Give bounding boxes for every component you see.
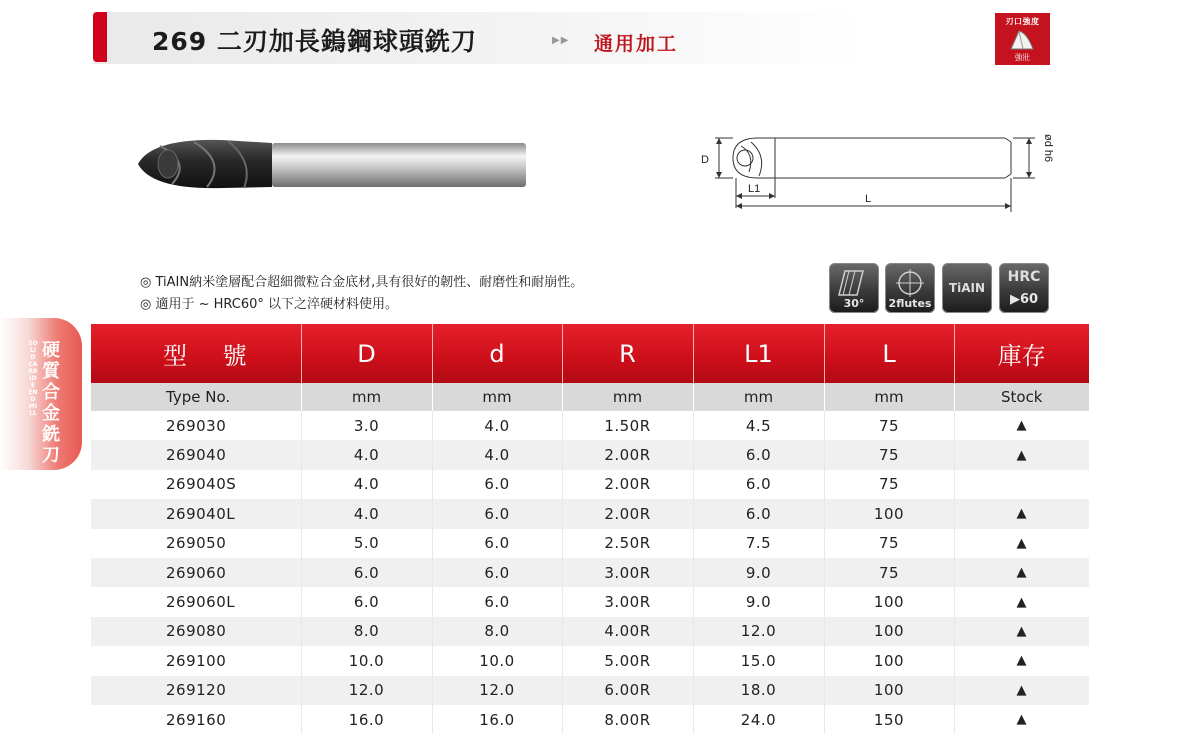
cell-R: 2.00R — [562, 499, 693, 528]
subheader-type: Type No. — [91, 383, 301, 411]
cell-d: 6.0 — [432, 558, 562, 587]
table-row — [91, 529, 1089, 558]
table-row — [91, 617, 1089, 646]
subheader-L1: mm — [693, 383, 824, 411]
drawing-label-shank: ød h6 — [1042, 134, 1054, 163]
helix-angle-icon — [829, 263, 879, 313]
cell-stock: ▲ — [954, 617, 1089, 646]
cell-D: 8.0 — [301, 617, 432, 646]
cell-R: 4.00R — [562, 617, 693, 646]
cell-R: 2.50R — [562, 529, 693, 558]
tool-photo — [132, 132, 532, 198]
cell-type: 269060 — [91, 558, 301, 587]
cell-type: 269080 — [91, 617, 301, 646]
category-side-tab — [0, 318, 82, 470]
cell-L: 75 — [824, 470, 954, 499]
cell-stock: ▲ — [1016, 594, 1027, 610]
strength-bottom-label: 強壯 — [1014, 53, 1031, 62]
cell-L: 150 — [824, 705, 954, 734]
cell-L1: 7.5 — [693, 529, 824, 558]
cell-D: 6.0 — [301, 558, 432, 587]
cell-type: 269040S — [91, 470, 301, 499]
hardness-top: HRC — [1007, 269, 1041, 285]
header-stock: 庫存 — [954, 324, 1089, 383]
table-row — [91, 646, 1089, 675]
table-row — [91, 499, 1089, 528]
cell-L1: 24.0 — [693, 705, 824, 734]
cell-D: 5.0 — [301, 529, 432, 558]
cell-L1: 9.0 — [693, 587, 824, 616]
cell-D: 4.0 — [301, 440, 432, 469]
cell-stock: ▲ — [954, 558, 1089, 587]
cell-L1: 4.5 — [693, 411, 824, 440]
cell-D: 4.0 — [301, 470, 432, 499]
table-row — [91, 411, 1089, 440]
helix-angle-caption: 30° — [843, 297, 865, 310]
cell-d: 6.0 — [432, 587, 562, 616]
cell-L1: 6.0 — [693, 499, 824, 528]
header-type: 型 號 — [91, 324, 301, 383]
drawing-label-L: L — [865, 193, 872, 205]
cell-d: 4.0 — [432, 440, 562, 469]
edge-strength-badge — [995, 13, 1050, 65]
table-subheader-row — [91, 383, 1089, 411]
flutes-caption: 2flutes — [888, 297, 932, 310]
subheader-d: mm — [432, 383, 562, 411]
cell-L: 100 — [824, 646, 954, 675]
cell-stock: ▲ — [954, 440, 1089, 469]
title-arrows-icon: ▶▶ — [552, 35, 570, 46]
cell-L1: 9.0 — [693, 558, 824, 587]
cell-L1: 6.0 — [693, 440, 824, 469]
coating-caption: TiAIN — [948, 281, 986, 295]
cell-L1: 18.0 — [693, 676, 824, 705]
table-row — [91, 440, 1089, 469]
cell-R: 2.00R — [562, 470, 693, 499]
cell-type: 269030 — [91, 411, 301, 440]
feature-item: ◎ TiAIN納米塗層配合超細微粒合金底材,具有很好的韌性、耐磨性和耐崩性。 — [140, 275, 584, 290]
header-L1: L1 — [693, 324, 824, 383]
cell-R: 3.00R — [562, 587, 693, 616]
page-title: 269 二刃加長鎢鋼球頭銑刀 — [152, 27, 477, 56]
hardness-icon — [999, 263, 1049, 313]
header-L: L — [824, 324, 954, 383]
header-R: R — [562, 324, 693, 383]
header-d: d — [432, 324, 562, 383]
cell-L: 75 — [824, 440, 954, 469]
tool-dimension-drawing — [693, 126, 1063, 225]
cell-R: 5.00R — [562, 646, 693, 675]
cell-L: 75 — [824, 529, 954, 558]
cell-d: 12.0 — [432, 676, 562, 705]
drawing-label-D: D — [701, 154, 709, 166]
cell-D: 4.0 — [301, 499, 432, 528]
subheader-D: mm — [301, 383, 432, 411]
cell-L: 100 — [824, 676, 954, 705]
cell-d: 8.0 — [432, 617, 562, 646]
cell-L1: 15.0 — [693, 646, 824, 675]
cell-L: 75 — [824, 558, 954, 587]
subheader-stock: Stock — [954, 383, 1089, 411]
cell-D: 10.0 — [301, 646, 432, 675]
cell-stock: ▲ — [1016, 712, 1027, 728]
cell-R: 8.00R — [562, 705, 693, 734]
table-row — [91, 676, 1089, 705]
cell-R: 2.00R — [562, 440, 693, 469]
cell-L1: 12.0 — [693, 617, 824, 646]
table-row — [91, 558, 1089, 587]
table-header-row — [91, 324, 1089, 383]
cell-D: 12.0 — [301, 676, 432, 705]
cell-L: 100 — [824, 499, 954, 528]
cell-type: 269160 — [91, 705, 301, 734]
cell-stock: ▲ — [954, 676, 1089, 705]
strength-top-label: 刃口強度 — [1005, 17, 1040, 26]
coating-icon — [942, 263, 992, 313]
cell-stock: ▲ — [1016, 653, 1027, 669]
cell-D: 6.0 — [301, 587, 432, 616]
cell-R: 3.00R — [562, 558, 693, 587]
cell-type: 269060L — [91, 587, 301, 616]
subheader-L: mm — [824, 383, 954, 411]
feature-item: ◎ 適用于 ~ HRC60° 以下之淬硬材料使用。 — [140, 297, 399, 312]
header-D: D — [301, 324, 432, 383]
cell-type: 269100 — [91, 646, 301, 675]
cell-stock: ▲ — [1016, 418, 1027, 434]
spec-table — [91, 324, 1089, 734]
cell-L: 100 — [824, 617, 954, 646]
cell-d: 10.0 — [432, 646, 562, 675]
cell-L: 75 — [824, 411, 954, 440]
cell-L1: 6.0 — [693, 470, 824, 499]
hardness-caption: ▶60 — [1009, 292, 1039, 307]
cell-d: 16.0 — [432, 705, 562, 734]
side-tab-english: SOLID CARBIDE END MILL — [28, 340, 38, 417]
cell-type: 269050 — [91, 529, 301, 558]
subheader-R: mm — [562, 383, 693, 411]
page-subtitle: 通用加工 — [594, 33, 679, 55]
cell-type: 269040L — [91, 499, 301, 528]
side-tab-chinese: 硬質合金銑刀 — [42, 340, 60, 466]
cutting-edge-icon — [1009, 29, 1035, 51]
cell-stock — [954, 470, 1089, 499]
table-row — [91, 470, 1089, 499]
cell-D: 16.0 — [301, 705, 432, 734]
drawing-label-L1: L1 — [748, 183, 761, 195]
cell-L: 100 — [824, 587, 954, 616]
cell-d: 6.0 — [432, 470, 562, 499]
table-row — [91, 587, 1089, 616]
table-row — [91, 705, 1089, 734]
cell-D: 3.0 — [301, 411, 432, 440]
cell-R: 6.00R — [562, 676, 693, 705]
cell-d: 6.0 — [432, 529, 562, 558]
cell-d: 4.0 — [432, 411, 562, 440]
cell-stock: ▲ — [954, 499, 1089, 528]
title-accent-bar — [93, 12, 107, 62]
cell-type: 269120 — [91, 676, 301, 705]
cell-R: 1.50R — [562, 411, 693, 440]
cell-stock: ▲ — [1016, 535, 1027, 551]
feature-list — [140, 272, 583, 316]
flutes-icon — [885, 263, 935, 313]
cell-d: 6.0 — [432, 499, 562, 528]
cell-type: 269040 — [91, 440, 301, 469]
